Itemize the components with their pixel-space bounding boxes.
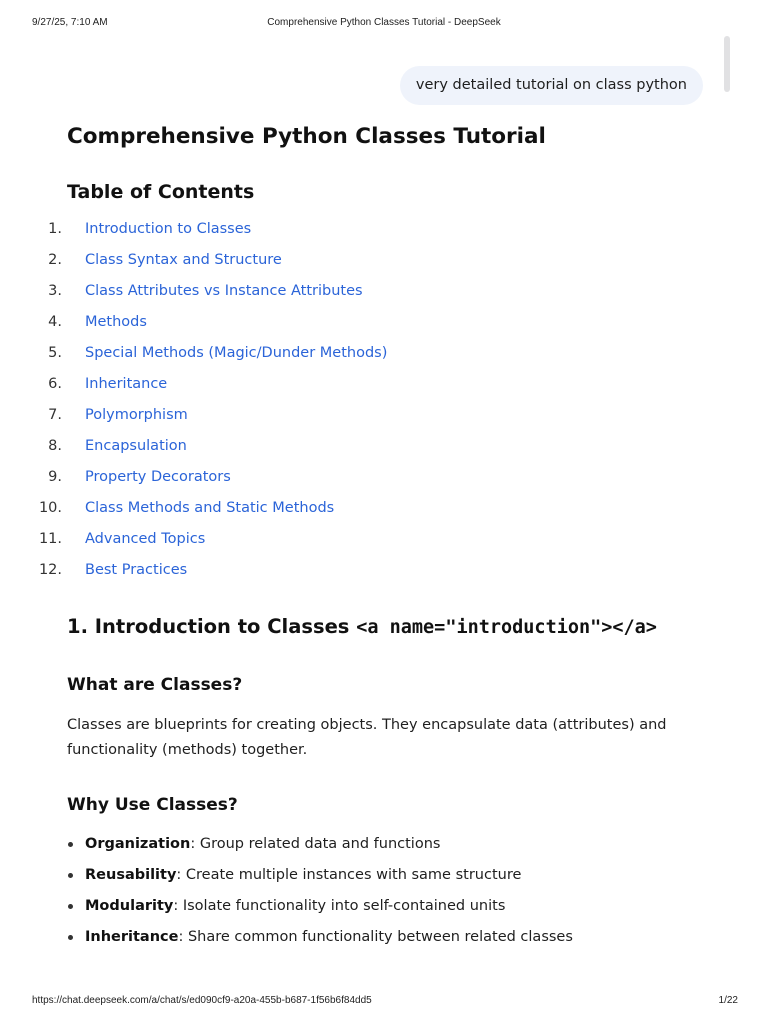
- bullet-icon: [68, 842, 73, 847]
- toc-link-methods[interactable]: Methods: [85, 314, 147, 330]
- toc-item: [48, 312, 707, 343]
- print-header: [0, 17, 768, 31]
- bullet-term: Organization: [85, 836, 191, 852]
- bullet-text: : Share common functionality between related classes: [178, 929, 573, 945]
- toc-number: 9.: [48, 469, 62, 485]
- table-of-contents: [38, 219, 707, 591]
- toc-link-class-static-methods[interactable]: Class Methods and Static Methods: [85, 500, 335, 516]
- toc-link-polymorphism[interactable]: Polymorphism: [85, 407, 188, 423]
- toc-number: 3.: [48, 283, 62, 299]
- subheading-what-are-classes: What are Classes?: [67, 675, 243, 695]
- toc-item: [38, 498, 707, 529]
- toc-number: 4.: [48, 314, 62, 330]
- toc-item: [38, 560, 707, 591]
- list-item: [67, 927, 707, 958]
- toc-link-attributes[interactable]: Class Attributes vs Instance Attributes: [85, 283, 363, 299]
- toc-number: 7.: [48, 407, 62, 423]
- section-heading-code: <a name="introduction"></a>: [356, 617, 657, 638]
- document-title: Comprehensive Python Classes Tutorial: [67, 124, 546, 149]
- bullet-term: Modularity: [85, 898, 174, 914]
- print-url: https://chat.deepseek.com/a/chat/s/ed090cf9-a20a-455b-b687-1f56b6f84dd5: [32, 995, 372, 1006]
- toc-item: [48, 250, 707, 281]
- toc-item: [48, 343, 707, 374]
- bullet-icon: [68, 904, 73, 909]
- print-datetime: 9/27/25, 7:10 AM: [32, 17, 108, 28]
- bullet-text: : Group related data and functions: [190, 836, 441, 852]
- toc-number: 11.: [38, 531, 62, 547]
- toc-link-syntax[interactable]: Class Syntax and Structure: [85, 252, 282, 268]
- toc-link-inheritance[interactable]: Inheritance: [85, 376, 168, 392]
- toc-number: 2.: [48, 252, 62, 268]
- print-page-title: Comprehensive Python Classes Tutorial - DeepSeek: [267, 17, 501, 28]
- toc-number: 12.: [38, 562, 62, 578]
- toc-number: 10.: [38, 500, 62, 516]
- toc-link-advanced-topics[interactable]: Advanced Topics: [85, 531, 206, 547]
- subheading-why-use-classes: Why Use Classes?: [67, 795, 238, 815]
- toc-item: [48, 281, 707, 312]
- why-use-classes-list: [67, 834, 707, 958]
- toc-link-special-methods[interactable]: Special Methods (Magic/Dunder Methods): [85, 345, 388, 361]
- toc-number: 8.: [48, 438, 62, 454]
- toc-item: [48, 467, 707, 498]
- toc-heading: Table of Contents: [67, 181, 255, 203]
- toc-number: 5.: [48, 345, 62, 361]
- toc-item: [48, 219, 707, 250]
- list-item: [67, 865, 707, 896]
- section-heading-text: 1. Introduction to Classes: [67, 615, 357, 638]
- bullet-icon: [68, 873, 73, 878]
- bullet-term: Reusability: [85, 867, 177, 883]
- print-page-number: 1/22: [718, 995, 738, 1006]
- toc-link-property-decorators[interactable]: Property Decorators: [85, 469, 231, 485]
- scrollbar-thumb[interactable]: [724, 36, 730, 92]
- section-heading-introduction: [67, 612, 707, 643]
- toc-number: 1.: [48, 221, 62, 237]
- paragraph-what-are-classes: Classes are blueprints for creating objects. They encapsulate data (attributes) and functionality (methods) together.: [67, 717, 667, 758]
- toc-link-best-practices[interactable]: Best Practices: [85, 562, 188, 578]
- assistant-response: [38, 120, 707, 958]
- toc-link-introduction[interactable]: Introduction to Classes: [85, 221, 252, 237]
- toc-number: 6.: [48, 376, 62, 392]
- user-message-bubble: very detailed tutorial on class python: [400, 66, 703, 105]
- bullet-icon: [68, 935, 73, 940]
- toc-link-encapsulation[interactable]: Encapsulation: [85, 438, 187, 454]
- bullet-text: : Isolate functionality into self-contained units: [173, 898, 506, 914]
- toc-item: [48, 374, 707, 405]
- bullet-term: Inheritance: [85, 929, 179, 945]
- toc-item: [38, 529, 707, 560]
- list-item: [67, 896, 707, 927]
- toc-item: [48, 405, 707, 436]
- bullet-text: : Create multiple instances with same structure: [176, 867, 522, 883]
- toc-item: [48, 436, 707, 467]
- list-item: [67, 834, 707, 865]
